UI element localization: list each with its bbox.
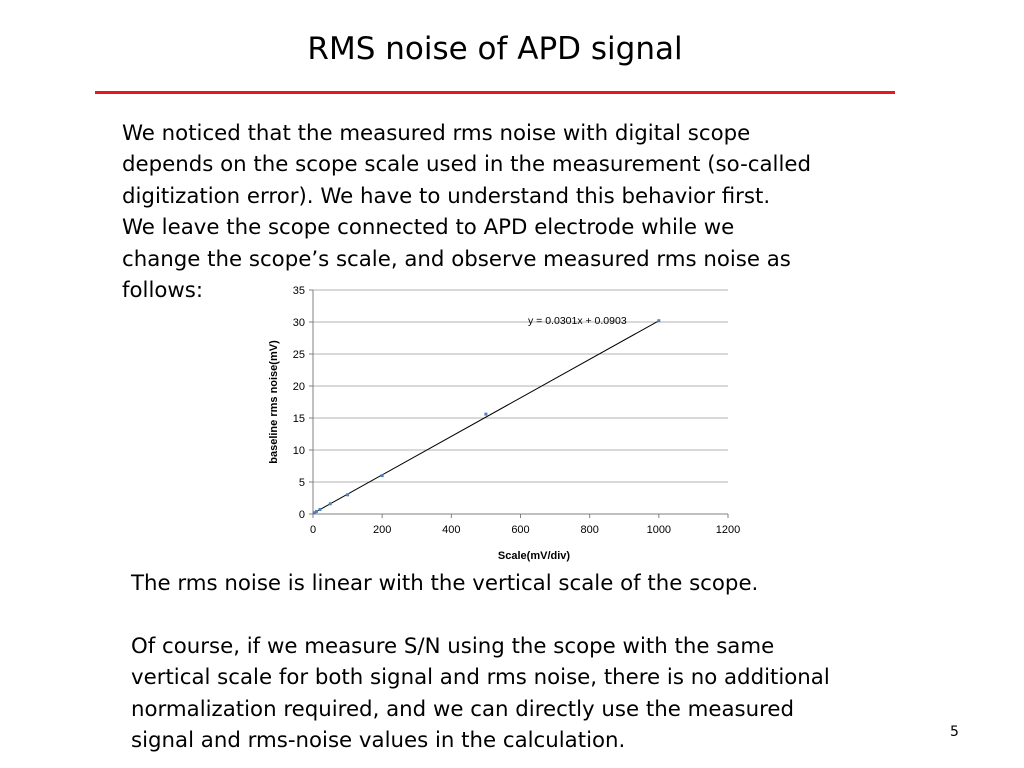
title-divider xyxy=(95,91,895,94)
conclusion-line: Of course, if we measure S/N using the scope with the same xyxy=(131,633,775,659)
data-point xyxy=(346,493,349,496)
y-tick-label: 30 xyxy=(292,317,305,329)
x-tick-label: 1000 xyxy=(646,524,672,536)
intro-line: digitization error). We have to understand this behavior first. xyxy=(122,183,771,209)
data-point xyxy=(484,413,487,416)
x-axis-label: Scale(mV/div) xyxy=(497,550,571,562)
intro-line: We noticed that the measured rms noise with digital scope xyxy=(122,121,751,146)
intro-line: follows: xyxy=(122,278,204,304)
intro-line: We leave the scope connected to APD electrode while we xyxy=(122,215,735,241)
y-tick-label: 35 xyxy=(292,285,305,297)
x-tick-label: 800 xyxy=(580,524,599,536)
y-tick-label: 10 xyxy=(292,445,305,457)
x-tick-label: 600 xyxy=(511,524,530,536)
intro-text xyxy=(122,118,922,306)
x-tick-label: 400 xyxy=(442,524,461,536)
intro-line: change the scope’s scale, and observe measured rms noise as xyxy=(122,246,791,272)
conclusion-line: The rms noise is linear with the vertical scale of the scope. xyxy=(131,571,759,596)
trendline-equation: y = 0.0301x + 0.0903 xyxy=(528,315,627,327)
conclusion-line: vertical scale for both signal and rms noise, there is no additional xyxy=(131,665,830,691)
data-point xyxy=(657,319,660,322)
conclusion-line: normalization required, and we can directly use the measured xyxy=(131,696,795,722)
rms-noise-chart xyxy=(250,280,750,565)
conclusion-text xyxy=(131,568,931,756)
slide-title: RMS noise of APD signal xyxy=(307,31,683,67)
y-tick-label: 0 xyxy=(298,509,305,521)
data-point xyxy=(318,508,321,511)
conclusion-line xyxy=(131,599,931,630)
intro-line: depends on the scope scale used in the measurement (so-called xyxy=(122,152,811,178)
data-point xyxy=(329,502,332,505)
y-tick-label: 20 xyxy=(292,381,305,393)
data-point xyxy=(315,510,318,513)
x-tick-label: 1200 xyxy=(715,524,741,536)
x-tick-label: 0 xyxy=(309,524,317,536)
x-tick-label: 200 xyxy=(372,524,392,536)
trendline xyxy=(313,321,659,514)
data-point xyxy=(381,474,384,477)
conclusion-line: signal and rms-noise values in the calculation. xyxy=(131,728,626,754)
y-tick-label: 25 xyxy=(292,349,305,361)
y-tick-label: 15 xyxy=(292,413,305,425)
y-axis-label: baseline rms noise(mV) xyxy=(268,340,280,464)
page-number: 5 xyxy=(950,724,959,740)
y-tick-label: 5 xyxy=(298,477,305,489)
